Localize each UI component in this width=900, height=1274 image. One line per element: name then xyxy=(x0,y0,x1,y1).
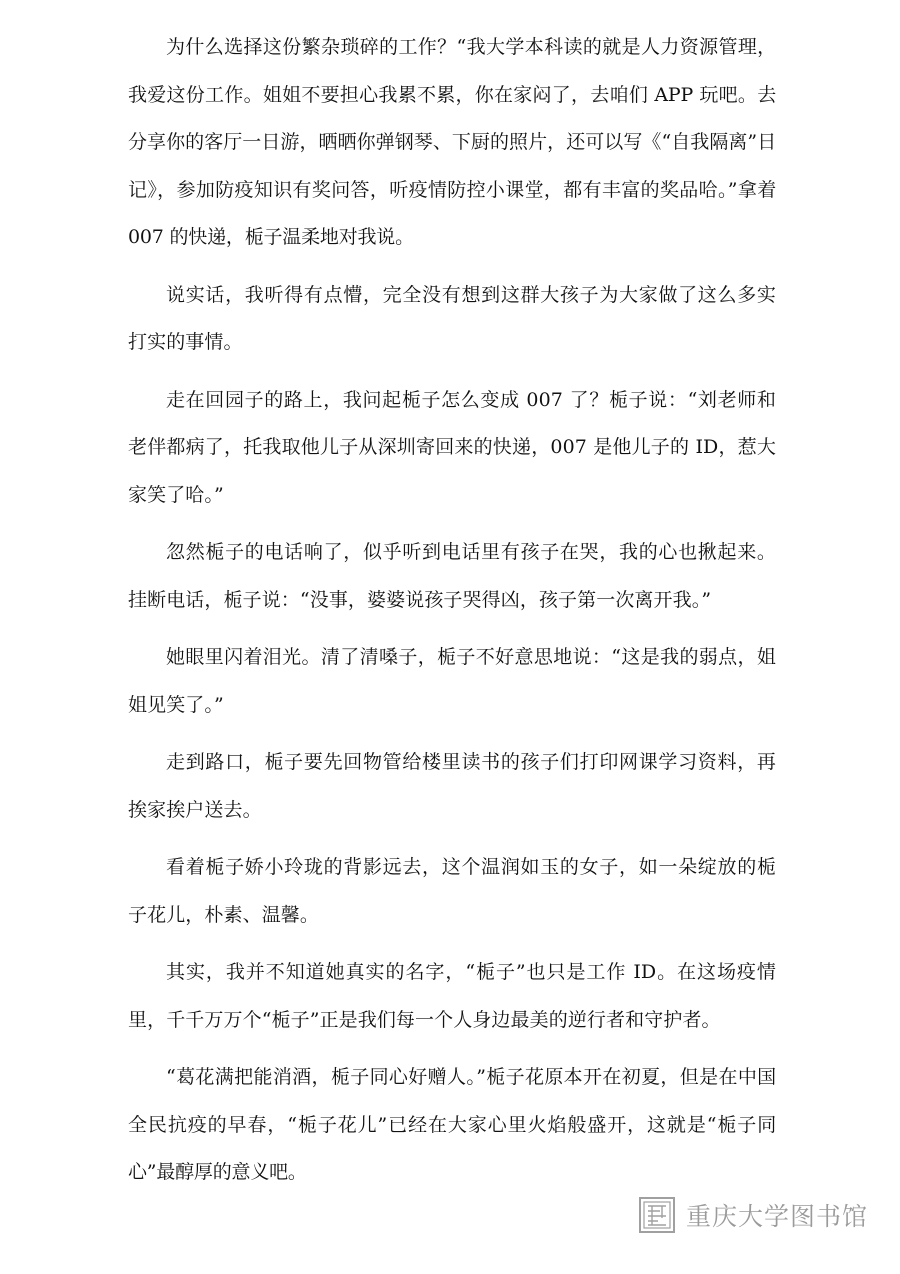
paragraph-1: 为什么选择这份繁杂琐碎的工作？“我大学本科读的就是人力资源管理，我爱这份工作。姐姐不要担心我累不累，你在家闷了，去咱们 APP 玩吧。去分享你的客厅一日游，晒晒你弹钢琴、下厨的照片，还可以写《“自我隔离”日记》，参加防疫知识有奖问答，听疫情防控小课堂，都有丰富的奖品哈。”拿着 007 的快递，栀子温柔地对我说。 xyxy=(128,36,776,248)
document-body xyxy=(128,24,776,1207)
library-watermark xyxy=(638,1193,868,1237)
paragraph-4: 忽然栀子的电话响了，似乎听到电话里有孩子在哭，我的心也揪起来。挂断电话，栀子说：“没事，婆婆说孩子哭得凶，孩子第一次离开我。” xyxy=(128,541,776,611)
paragraph-8: 其实，我并不知道她真实的名字，“栀子”也只是工作 ID。在这场疫情里，千千万万个“栀子”正是我们每一个人身边最美的逆行者和守护者。 xyxy=(128,961,776,1031)
paragraph-2: 说实话，我听得有点懵，完全没有想到这群大孩子为大家做了这么多实打实的事情。 xyxy=(128,283,776,353)
library-seal-icon xyxy=(638,1196,676,1234)
paragraph-6: 走到路口，栀子要先回物管给楼里读书的孩子们打印网课学习资料，再挨家挨户送去。 xyxy=(128,751,776,821)
paragraph-9: “葛花满把能消酒，栀子同心好赠人。”栀子花原本开在初夏，但是在中国全民抗疫的早春，“栀子花儿”已经在大家心里火焰般盛开，这就是“栀子同心”最醇厚的意义吧。 xyxy=(128,1066,776,1183)
watermark-text: 重庆大学图书馆 xyxy=(686,1202,869,1231)
paragraph-3: 走在回园子的路上，我问起栀子怎么变成 007 了？栀子说：“刘老师和老伴都病了，托我取他儿子从深圳寄回来的快递，007 是他儿子的 ID，惹大家笑了哈。” xyxy=(128,388,776,506)
paragraph-5: 她眼里闪着泪光。清了清嗓子，栀子不好意思地说：“这是我的弱点，姐姐见笑了。” xyxy=(128,646,776,716)
paragraph-7: 看着栀子娇小玲珑的背影远去，这个温润如玉的女子，如一朵绽放的栀子花儿，朴素、温馨。 xyxy=(128,856,776,926)
